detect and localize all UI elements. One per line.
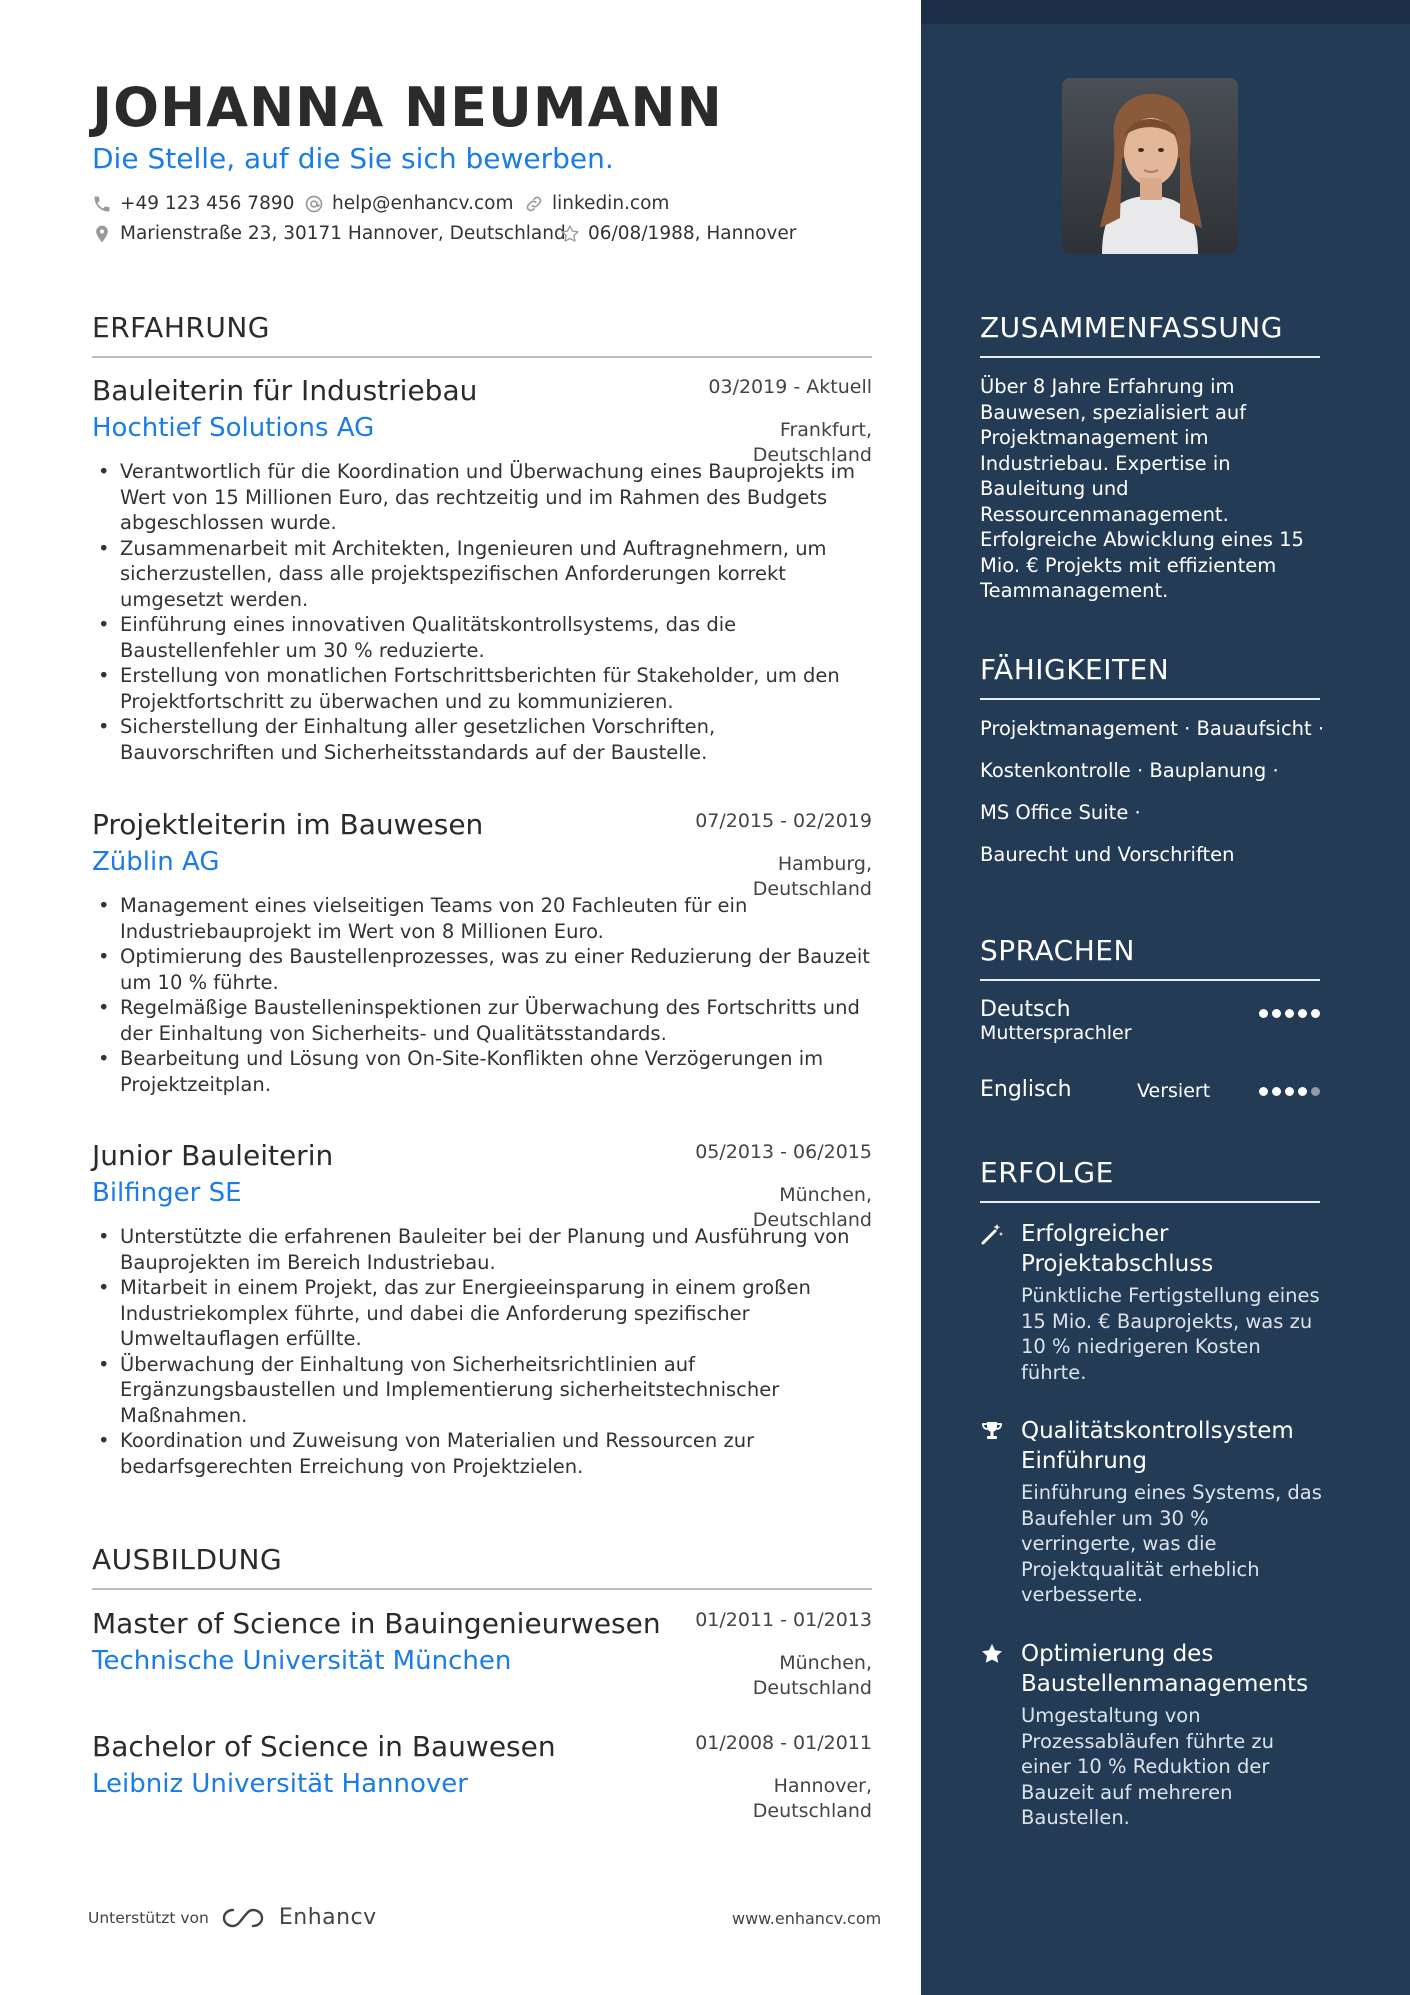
achievement-title: Erfolgreicher Projektabschluss bbox=[1021, 1221, 1214, 1277]
bullet-item: • Erstellung von monatlichen Fortschrittsberichten für Stakeholder, um den Projektfortschritt zu überwachen und zu kommunizieren. bbox=[92, 663, 872, 714]
skill-line: MS Office Suite · bbox=[980, 801, 1141, 824]
summary-text: Über 8 Jahre Erfahrung im Bauwesen, spezialisiert auf Projektmanagement im Industriebau. Expertise in Bauleitung und Ressourcenmanagement. Erfolgreiche Abwicklung eines 15 Mio. € Projekts mit effizientem Teammanagement. bbox=[980, 375, 1304, 602]
bullet-item: • Mitarbeit in einem Projekt, das zur Energieeinsparung in einem großen Industriekomplex führte, und dabei die Anforderung spezifischer Umweltauflagen erfüllte. bbox=[92, 1275, 872, 1352]
language-rating bbox=[1259, 1009, 1320, 1018]
bullet-item: • Bearbeitung und Lösung von On-Site-Konflikten ohne Verzögerungen im Projektzeitplan. bbox=[92, 1046, 872, 1097]
achievements-heading: ERFOLGE bbox=[980, 1156, 1320, 1203]
portrait-image bbox=[1062, 78, 1238, 254]
address-contact bbox=[92, 223, 566, 244]
bullet-item: • Überwachung der Einhaltung von Sicherheitsrichtlinien auf Ergänzungsbaustellen und Implementierung sicherheitstechnischer Maßnahmen. bbox=[92, 1352, 872, 1429]
job-entry bbox=[92, 374, 872, 765]
skills-heading: FÄHIGKEITEN bbox=[980, 653, 1320, 700]
job-location: München, Deutschland bbox=[752, 1184, 872, 1231]
star-icon bbox=[980, 1642, 1004, 1666]
achievement-item bbox=[980, 1639, 1325, 1831]
rating-dot-filled bbox=[1298, 1087, 1307, 1096]
language-level: Muttersprachler bbox=[980, 1022, 1132, 1044]
email-contact[interactable] bbox=[304, 193, 513, 214]
star-outline-icon bbox=[560, 224, 580, 244]
address-text: Marienstraße 23, 30171 Hannover, Deutschland bbox=[120, 223, 566, 244]
brand-name: Enhancv bbox=[278, 1905, 377, 1930]
education-location: Hannover, Deutschland bbox=[752, 1775, 872, 1822]
skill-line: Kostenkontrolle · Bauplanung · bbox=[980, 759, 1279, 782]
language-rating bbox=[1259, 1087, 1320, 1096]
rating-dot-filled bbox=[1259, 1087, 1268, 1096]
footer-branding[interactable] bbox=[88, 1905, 377, 1930]
job-bullets bbox=[92, 893, 872, 1097]
bullet-item: • Optimierung des Baustellenprozesses, was zu einer Reduzierung der Bauzeit um 10 % führte. bbox=[92, 944, 872, 995]
achievement-desc: Einführung eines Systems, das Baufehler um 30 % verringerte, was die Projektqualität erheblich verbesserte. bbox=[1021, 1481, 1322, 1606]
language-item bbox=[980, 1077, 1320, 1102]
school-name[interactable]: Technische Universität München bbox=[92, 1646, 512, 1676]
achievement-item bbox=[980, 1416, 1325, 1608]
language-name: Englisch bbox=[980, 1077, 1072, 1102]
rating-dot-filled bbox=[1298, 1009, 1307, 1018]
bullet-item: • Unterstützte die erfahrenen Bauleiter bei der Planung und Ausführung von Bauprojekten im Bereich Industriebau. bbox=[92, 1224, 872, 1275]
powered-by-text: Unterstützt von bbox=[88, 1908, 209, 1927]
enhancv-logo-icon bbox=[221, 1907, 267, 1929]
rating-dot-filled bbox=[1272, 1009, 1281, 1018]
degree-title: Master of Science in Bauingenieurwesen bbox=[92, 1607, 661, 1640]
achievement-title: Optimierung des Baustellenmanagements bbox=[1021, 1641, 1309, 1697]
experience-heading: ERFAHRUNG bbox=[92, 311, 872, 358]
education-location: München, Deutschland bbox=[752, 1652, 872, 1699]
achievement-item bbox=[980, 1219, 1325, 1385]
language-item bbox=[980, 997, 1320, 1044]
rating-dot-filled bbox=[1285, 1009, 1294, 1018]
job-location: Frankfurt, Deutschland bbox=[752, 419, 872, 466]
bullet-item: • Sicherstellung der Einhaltung aller gesetzlichen Vorschriften, Bauvorschriften und Sicherheitsstandards auf der Baustelle. bbox=[92, 714, 872, 765]
language-name: Deutsch bbox=[980, 997, 1071, 1022]
job-bullets bbox=[92, 459, 872, 765]
bullet-item: • Verantwortlich für die Koordination und Überwachung eines Bauprojekts im Wert von 15 Millionen Euro, das rechtzeitig und im Rahmen des Budgets abgeschlossen wurde. bbox=[92, 459, 872, 536]
bullet-item: • Zusammenarbeit mit Architekten, Ingenieuren und Auftragnehmern, um sicherzustellen, dass alle projektspezifischen Anforderungen korrekt umgesetzt werden. bbox=[92, 536, 872, 613]
birth-contact bbox=[560, 223, 796, 244]
education-entry bbox=[92, 1730, 872, 1822]
education-entry bbox=[92, 1607, 872, 1699]
birth-text: 06/08/1988, Hannover bbox=[588, 223, 797, 244]
rating-dot-filled bbox=[1285, 1087, 1294, 1096]
job-location: Hamburg, Deutschland bbox=[752, 853, 872, 900]
languages-heading: SPRACHEN bbox=[980, 934, 1320, 981]
at-icon bbox=[304, 194, 324, 214]
bullet-item: • Einführung eines innovativen Qualitätskontrollsystems, das die Baustellenfehler um 30 % reduzierte. bbox=[92, 612, 872, 663]
skill-line: Projektmanagement · Bauaufsicht · bbox=[980, 717, 1325, 740]
job-title: Projektleiterin im Bauwesen bbox=[92, 808, 484, 841]
company-name[interactable]: Züblin AG bbox=[92, 847, 220, 877]
education-date: 01/2008 - 01/2011 bbox=[695, 1732, 872, 1754]
sidebar-top-band bbox=[921, 0, 1410, 24]
bullet-item: • Regelmäßige Baustelleninspektionen zur Überwachung des Fortschritts und der Einhaltung von Sicherheits- und Qualitätsstandards. bbox=[92, 995, 872, 1046]
job-title: Junior Bauleiterin bbox=[92, 1139, 334, 1172]
degree-title: Bachelor of Science in Bauwesen bbox=[92, 1730, 556, 1763]
education-date: 01/2011 - 01/2013 bbox=[695, 1609, 872, 1631]
bullet-item: • Management eines vielseitigen Teams von 20 Fachleuten für ein Industriebauprojekt im Wert von 8 Millionen Euro. bbox=[92, 893, 872, 944]
email-text: help@enhancv.com bbox=[332, 193, 514, 214]
magic-wand-icon bbox=[980, 1222, 1004, 1246]
linkedin-text: linkedin.com bbox=[552, 193, 670, 214]
phone-icon bbox=[92, 194, 112, 214]
bullet-item: • Koordination und Zuweisung von Materialien und Ressourcen zur bedarfsgerechten Erreichung von Projektzielen. bbox=[92, 1428, 872, 1479]
footer-url[interactable]: www.enhancv.com bbox=[732, 1909, 882, 1928]
job-date: 07/2015 - 02/2019 bbox=[695, 810, 872, 832]
rating-dot-filled bbox=[1259, 1009, 1268, 1018]
job-title: Bauleiterin für Industriebau bbox=[92, 374, 478, 407]
achievement-title: Qualitätskontrollsystem Einführung bbox=[1021, 1418, 1294, 1474]
job-bullets bbox=[92, 1224, 872, 1479]
job-entry bbox=[92, 1139, 872, 1479]
phone-text: +49 123 456 7890 bbox=[120, 193, 295, 214]
language-level: Versiert bbox=[1137, 1080, 1211, 1102]
location-pin-icon bbox=[92, 224, 112, 244]
trophy-icon bbox=[980, 1419, 1004, 1443]
job-date: 03/2019 - Aktuell bbox=[708, 376, 872, 398]
summary-heading: ZUSAMMENFASSUNG bbox=[980, 311, 1320, 358]
company-name[interactable]: Bilfinger SE bbox=[92, 1178, 242, 1208]
company-name[interactable]: Hochtief Solutions AG bbox=[92, 413, 375, 443]
job-date: 05/2013 - 06/2015 bbox=[695, 1141, 872, 1163]
profile-photo bbox=[1062, 78, 1238, 254]
linkedin-contact[interactable] bbox=[524, 193, 669, 214]
candidate-name: JOHANNA NEUMANN bbox=[92, 76, 723, 139]
job-role: Die Stelle, auf die Sie sich bewerben. bbox=[92, 142, 614, 175]
rating-dot-empty bbox=[1311, 1087, 1320, 1096]
skill-line: Baurecht und Vorschriften bbox=[980, 843, 1235, 866]
achievement-desc: Umgestaltung von Prozessabläufen führte zu einer 10 % Reduktion der Bauzeit auf mehreren Baustellen. bbox=[1021, 1704, 1274, 1829]
school-name[interactable]: Leibniz Universität Hannover bbox=[92, 1769, 468, 1799]
sidebar bbox=[921, 0, 1410, 1995]
phone-contact[interactable] bbox=[92, 193, 294, 214]
rating-dot-filled bbox=[1272, 1087, 1281, 1096]
education-heading: AUSBILDUNG bbox=[92, 1543, 872, 1590]
link-icon bbox=[524, 194, 544, 214]
rating-dot-filled bbox=[1311, 1009, 1320, 1018]
achievement-desc: Pünktliche Fertigstellung eines 15 Mio. € Bauprojekts, was zu 10 % niedrigeren Kosten führte. bbox=[1021, 1284, 1320, 1384]
job-entry bbox=[92, 808, 872, 1097]
